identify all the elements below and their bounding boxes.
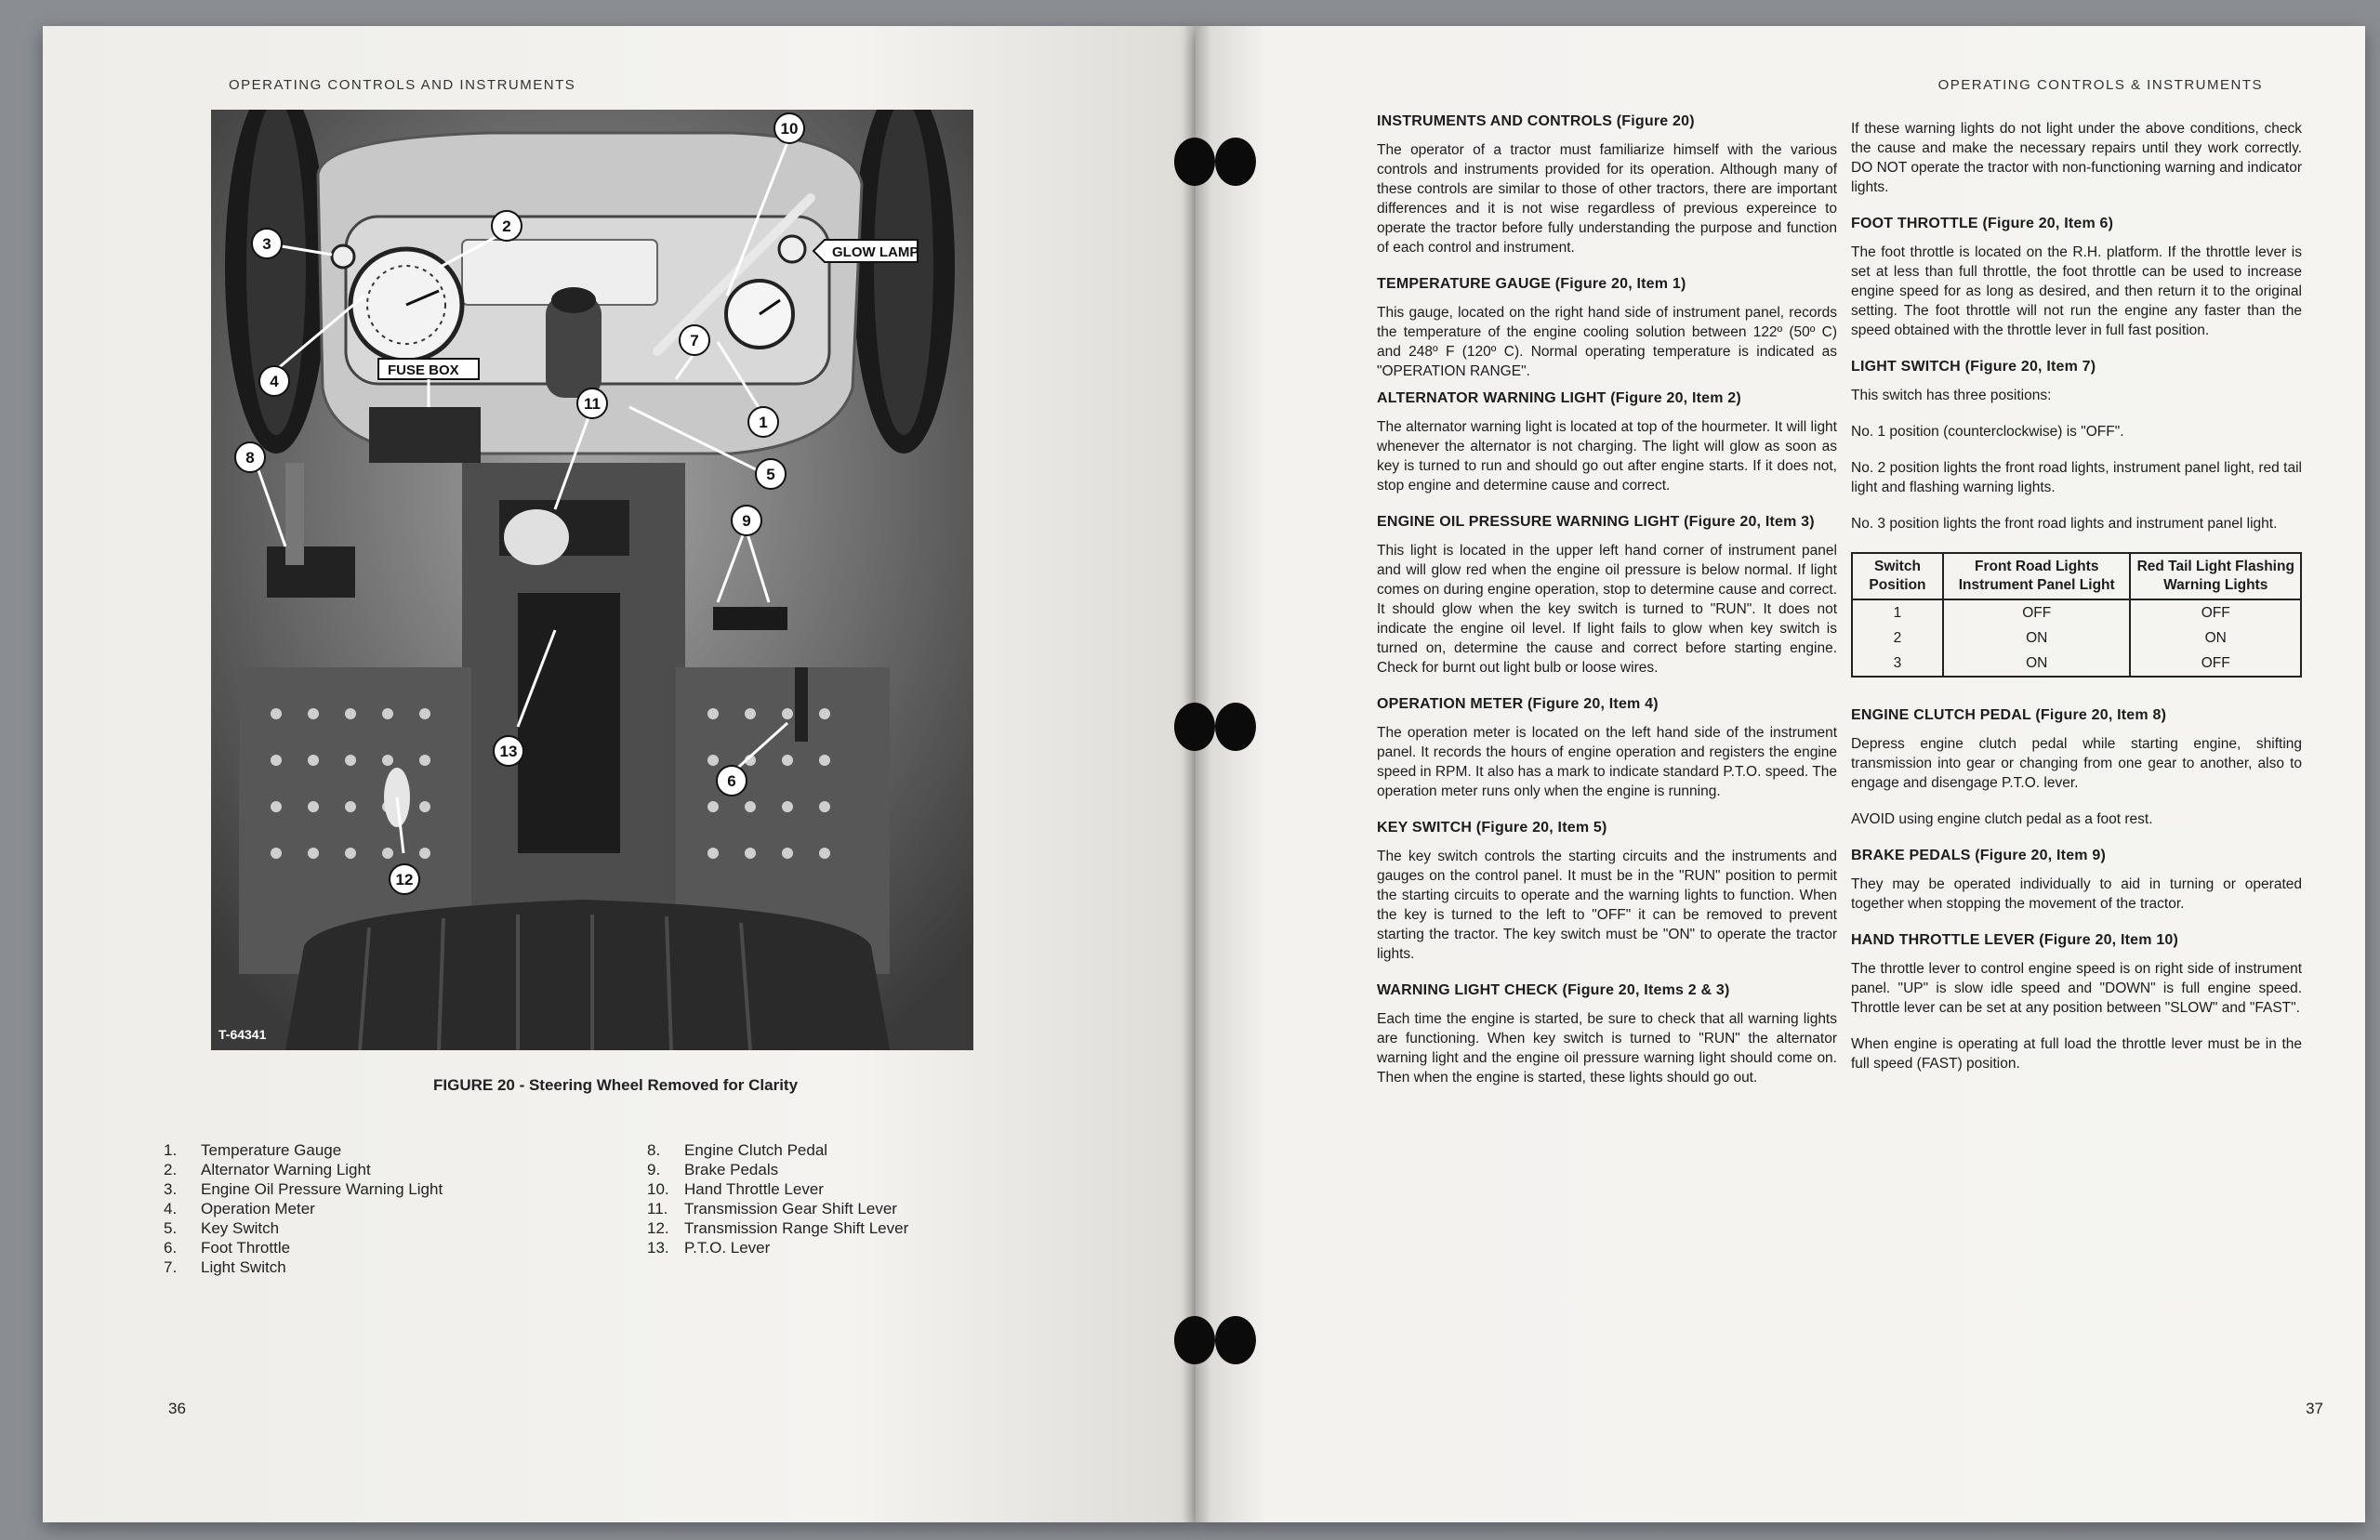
paragraph: The throttle lever to control engine speed is on right side of instrument panel. "UP" is slow idle speed and "DOWN" is full engine speed. Throttle lever can be set at any position between "SLOW" and "FAST". (1851, 961, 2302, 1016)
callout-13 (494, 736, 523, 766)
svg-text:4: 4 (270, 373, 279, 390)
binder-hole (1174, 138, 1215, 186)
section-heading: OPERATION METER (Figure 20, Item 4) (1377, 696, 1659, 712)
callout-12 (390, 864, 419, 894)
legend-item: 5. Key Switch (164, 1219, 280, 1237)
book-gutter (1183, 26, 1210, 1522)
binder-holes-middle (1174, 703, 1258, 751)
svg-text:7: 7 (690, 332, 699, 349)
clutch-pedal (267, 546, 355, 598)
table-header: Red Tail Light Flashing Warning Lights (2130, 553, 2301, 599)
svg-text:1: 1 (759, 414, 768, 431)
legend-item: 4. Operation Meter (164, 1200, 315, 1218)
section-heading: ALTERNATOR WARNING LIGHT (Figure 20, Item 2) (1377, 390, 1741, 406)
section-heading: ENGINE OIL PRESSURE WARNING LIGHT (Figure 20, Item 3) (1377, 514, 1815, 530)
paragraph: They may be operated individually to aid in turning or operated together when stopping the movement of the tractor. (1851, 876, 2302, 912)
section-heading: FOOT THROTTLE (Figure 20, Item 6) (1851, 216, 2114, 231)
fuse-box (369, 407, 481, 463)
legend-item: 11. Transmission Gear Shift Lever (647, 1200, 897, 1218)
legend-item: 2. Alternator Warning Light (164, 1161, 371, 1178)
paragraph: Depress engine clutch pedal while starting engine, shifting transmission into gear or changing from one gear to another, also to engage and disengage P.T.O. lever. (1851, 736, 2302, 791)
paragraph: No. 1 position (counterclockwise) is "OFF". (1851, 424, 2124, 440)
callout-3 (252, 229, 282, 258)
legend-item: 13. P.T.O. Lever (647, 1239, 771, 1257)
figure-20-photo (211, 110, 973, 1050)
section-heading: BRAKE PEDALS (Figure 20, Item 9) (1851, 848, 2107, 863)
right-page-column-2 (1851, 119, 2302, 1090)
binder-holes-top (1174, 138, 1258, 186)
paragraph: No. 2 position lights the front road lights, instrument panel light, red tail light and flashing warning lights. (1851, 460, 2302, 495)
paragraph: The alternator warning light is located at top of the hourmeter. It will light whenever the alternator is not charging. The light will glow as soon as key is turned to run and should go out after engine starts. If it does not, stop engine and determine cause and correct. (1377, 419, 1837, 494)
section-heading: KEY SWITCH (Figure 20, Item 5) (1377, 820, 1607, 836)
legend-item: 6. Foot Throttle (164, 1239, 291, 1257)
legend-column-1 (164, 1141, 443, 1278)
glow-lamp-label (813, 240, 919, 262)
callout-9 (732, 506, 761, 535)
binder-hole (1174, 1316, 1215, 1364)
table-header: Switch Position (1852, 553, 1943, 599)
callout-8 (235, 442, 265, 472)
section-heading: INSTRUMENTS AND CONTROLS (Figure 20) (1377, 113, 1695, 129)
tractor-controls-illustration (211, 110, 973, 1050)
gear-shift-knob (504, 509, 569, 565)
binder-hole (1174, 703, 1215, 751)
section-heading: WARNING LIGHT CHECK (Figure 20, Items 2 & 3) (1377, 982, 1730, 998)
photo-code: T-64341 (218, 1027, 267, 1042)
paragraph: No. 3 position lights the front road lights and instrument panel light. (1851, 516, 2278, 532)
svg-text:5: 5 (766, 466, 775, 483)
legend-item: 9. Brake Pedals (647, 1161, 779, 1178)
svg-text:8: 8 (245, 449, 255, 467)
table-header: Front Road Lights Instrument Panel Light (1943, 553, 2131, 599)
left-running-head: OPERATING CONTROLS AND INSTRUMENTS (229, 77, 576, 93)
paragraph: The operation meter is located on the left hand side of the instrument panel. It records the hours of engine operation and registers the engine speed in RPM. It also has a mark to indicate standard P.T.O. speed. The operation meter runs only when the engine is running. (1377, 725, 1837, 799)
callout-7 (680, 325, 709, 355)
svg-text:2: 2 (502, 217, 511, 235)
book-spread (43, 26, 2365, 1532)
svg-text:11: 11 (584, 395, 601, 413)
right-page (1196, 26, 2365, 1522)
foot-throttle (795, 667, 808, 742)
section-heading: LIGHT SWITCH (Figure 20, Item 7) (1851, 359, 2096, 375)
brake-pedals (713, 607, 787, 630)
paragraph: AVOID using engine clutch pedal as a foot rest. (1851, 811, 2153, 827)
callout-2 (492, 211, 522, 241)
figure-caption: FIGURE 20 - Steering Wheel Removed for Clarity (433, 1076, 799, 1094)
svg-text:12: 12 (395, 871, 414, 888)
section-heading: HAND THROTTLE LEVER (Figure 20, Item 10) (1851, 932, 2179, 948)
glow-lamp-light (779, 236, 805, 262)
right-running-head: OPERATING CONTROLS & INSTRUMENTS (1937, 77, 2263, 93)
svg-text:10: 10 (780, 120, 799, 138)
table-row: 1 OFF OFF (1852, 599, 2301, 625)
binder-holes-bottom (1174, 1316, 1258, 1364)
paragraph: Each time the engine is started, be sure to check that all warning lights are functioning. When key switch is turned to "RUN" the alternator warning light and the engine oil pressure warning light should come on. Then when the engine is started, these lights should go out. (1377, 1011, 1837, 1086)
legend-item: 10. Hand Throttle Lever (647, 1180, 824, 1198)
paragraph: The key switch controls the starting circuits and the instruments and gauges on the control panel. It must be in the "RUN" position to permit the starting circuits to operate and the warning lights to function. When the key is turned to the left to "OFF" it can be removed to prevent starting the tractor. The key switch must be "ON" to operate the tractor lights. (1377, 849, 1837, 962)
right-page-number: 37 (2306, 1400, 2323, 1417)
callout-10 (774, 113, 804, 143)
paragraph: If these warning lights do not light under the above conditions, check the cause and make the necessary repairs until they work correctly. DO NOT operate the tractor with non-functioning warning and indicator lights. (1851, 121, 2302, 195)
left-page-number: 36 (168, 1400, 186, 1417)
paragraph: This gauge, located on the right hand side of instrument panel, records the temperature of the engine cooling solution between 122º (50º C) and 248º F (120º C). Normal operating temperature is indicated as "OPERATION RANGE". (1377, 305, 1837, 379)
binder-hole (1215, 1316, 1256, 1364)
binder-hole (1215, 138, 1256, 186)
legend-column-2 (647, 1141, 908, 1258)
binder-hole (1215, 703, 1256, 751)
callout-1 (748, 407, 778, 437)
svg-text:13: 13 (499, 743, 518, 760)
right-page-column-1 (1377, 112, 1837, 1104)
callout-6 (717, 766, 747, 796)
paragraph: The operator of a tractor must familiarize himself with the various controls and instruments provided for its operation. Although many of these controls are similar to those of other tractors, there are important differences and it is not wise regardless of previous expereince to operate the tractor before fully understanding the purpose and function of each control and instrument. (1377, 142, 1837, 256)
left-page (43, 26, 1196, 1522)
callout-5 (756, 459, 786, 489)
legend-item: 3. Engine Oil Pressure Warning Light (164, 1180, 443, 1198)
table-header-row (1852, 553, 2301, 599)
svg-text:6: 6 (727, 772, 736, 790)
legend-item: 1. Temperature Gauge (164, 1141, 342, 1159)
fuse-box-text: FUSE BOX (388, 362, 459, 378)
glow-lamp-text: GLOW LAMP (832, 244, 919, 260)
legend-item: 8. Engine Clutch Pedal (647, 1141, 828, 1159)
callout-11 (577, 388, 607, 418)
section-heading: ENGINE CLUTCH PEDAL (Figure 20, Item 8) (1851, 707, 2167, 723)
paragraph: The foot throttle is located on the R.H. platform. If the throttle lever is set at less than full throttle, the foot throttle can be used to increase engine speed for as long as desired, and then return it to the original setting. The foot throttle will not run the engine any faster than the speed obtained with the throttle lever in full fast position. (1851, 244, 2302, 338)
table-row: 3 ON OFF (1852, 651, 2301, 677)
seat (285, 900, 890, 1050)
legend-item: 7. Light Switch (164, 1258, 286, 1276)
legend-item: 12. Transmission Range Shift Lever (647, 1219, 909, 1237)
paragraph: When engine is operating at full load the throttle lever must be in the full speed (FAST) position. (1851, 1036, 2302, 1072)
table-row: 2 ON ON (1852, 625, 2301, 651)
callout-4 (259, 366, 289, 396)
paragraph: This switch has three positions: (1851, 388, 2052, 403)
light-switch-table (1851, 552, 2302, 678)
section-heading: TEMPERATURE GAUGE (Figure 20, Item 1) (1377, 276, 1686, 292)
svg-text:3: 3 (262, 235, 271, 253)
oil-warning-light (332, 245, 354, 268)
svg-text:9: 9 (742, 512, 751, 530)
paragraph: This light is located in the upper left hand corner of instrument panel and will glow red when the engine oil pressure is below normal. If light comes on during engine operation, stop to determine cause and correct. It should glow when the key switch is turned to "RUN". It does not indicate the engine oil level. If light fails to glow when key switch is turned on, determine the cause and correct before starting engine. Check for burnt out light bulb or loose wires. (1377, 543, 1837, 676)
